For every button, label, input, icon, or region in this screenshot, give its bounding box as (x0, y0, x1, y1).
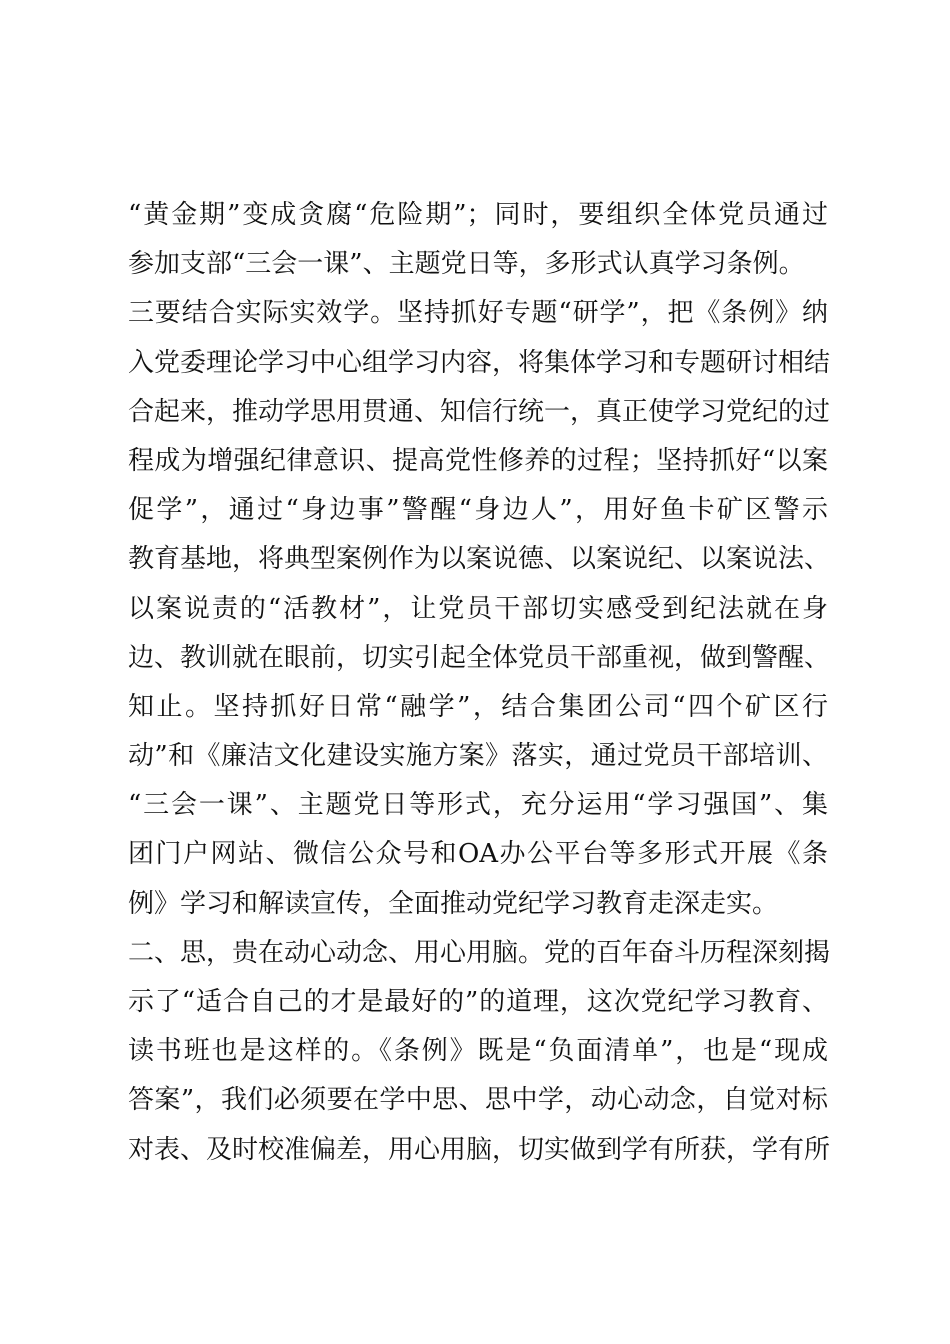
text-line-12: 动”和《廉洁文化建设实施方案》落实，通过党员干部培训、 (128, 741, 828, 772)
text-line-11: 知止。坚持抓好日常“融学”，结合集团公司“四个矿区行 (128, 691, 828, 722)
text-line-5: 合起来，推动学思用贯通、知信行统一，真正使学习党纪的过 (128, 396, 831, 427)
text-line-17: 示了“适合自己的才是最好的”的道理，这次党纪学习教育、 (128, 987, 828, 1017)
text-line-10: 边、教训就在眼前，切实引起全体党员干部重视，做到警醒、 (128, 642, 831, 673)
text-line-1: “黄金期”变成贪腐“危险期”；同时，要组织全体党员通过 (128, 200, 828, 230)
text-line-13: “三会一课”、主题党日等形式，充分运用“学习强国”、集 (128, 790, 828, 821)
text-line-3: 三要结合实际实效学。坚持抓好专题“研学”，把《条例》纳 (128, 298, 828, 329)
text-line-8: 教育基地，将典型案例作为以案说德、以案说纪、以案说法、 (128, 544, 831, 575)
text-line-6: 程成为增强纪律意识、提高党性修养的过程；坚持抓好“以案 (128, 445, 828, 476)
body-text (128, 191, 831, 1175)
text-line-7: 促学”，通过“身边事”警醒“身边人”，用好鱼卡矿区警示 (128, 495, 828, 526)
text-line-19: 答案”，我们必须要在学中思、思中学，动心动念，自觉对标 (128, 1085, 828, 1116)
text-line-14: 团门户网站、微信公众号和OA办公平台等多形式开展《条 (128, 839, 828, 870)
text-line-4: 入党委理论学习中心组学习内容，将集体学习和专题研讨相结 (128, 347, 831, 378)
text-line-20: 对表、及时校准偏差，用心用脑，切实做到学有所获，学有所 (128, 1134, 831, 1165)
text-line-18: 读书班也是这样的。《条例》既是“负面清单”，也是“现成 (128, 1036, 828, 1067)
text-line-15: 例》学习和解读宣传，全面推动党纪学习教育走深走实。 (128, 888, 779, 919)
text-line-2: 参加支部“三会一课”、主题党日等，多形式认真学习条例。 (128, 249, 805, 280)
text-line-16: 二、思，贵在动心动念、用心用脑。党的百年奋斗历程深刻揭 (128, 937, 831, 968)
text-line-9: 以案说责的“活教材”，让党员干部切实感受到纪法就在身 (128, 593, 828, 624)
